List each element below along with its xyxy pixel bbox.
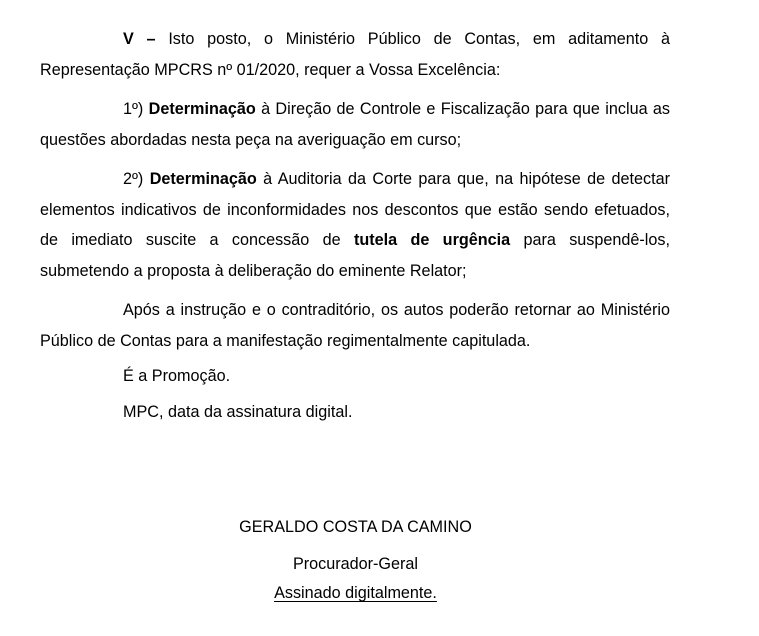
item-2-paragraph bbox=[40, 164, 670, 286]
signature-name: GERALDO COSTA DA CAMINO bbox=[239, 518, 472, 536]
paragraph-after: Após a instrução e o contraditório, os autos poderão retornar ao Ministério Público de Contas para a manifestação regimentalmente capitulada. bbox=[40, 301, 670, 350]
closing-promotion: É a Promoção. bbox=[123, 367, 231, 385]
item-1-number: 1º) bbox=[123, 100, 144, 118]
section-v-paragraph bbox=[40, 24, 670, 85]
item-1-keyword: Determinação bbox=[148, 100, 256, 118]
signature-note-wrapper bbox=[0, 581, 711, 605]
closing-date-line: MPC, data da assinatura digital. bbox=[123, 402, 353, 421]
section-v-label: V – bbox=[123, 30, 156, 48]
signature-note: Assinado digitalmente. bbox=[274, 584, 437, 602]
item-2-emphasis: tutela de urgência bbox=[353, 231, 511, 249]
item-2-number: 2º) bbox=[123, 170, 144, 188]
signature-role: Procurador-Geral bbox=[292, 555, 419, 573]
section-v-text: Isto posto, o Ministério Público de Contas, em aditamento à Representação MPCRS nº 01/2020, requer a Vossa Excelência: bbox=[40, 30, 670, 79]
item-2-keyword: Determinação bbox=[149, 170, 257, 188]
item-1-paragraph bbox=[40, 94, 670, 155]
document-body bbox=[40, 24, 670, 427]
item-2-text-a: à Auditoria da Corte para que, na hipótese de detectar elementos indicativos de inconformidades nos descontos que estão sendo efetuados, de imediato suscite a concessão de bbox=[40, 170, 670, 249]
item-1-text: à Direção de Controle e Fiscalização para que inclua as questões abordadas nesta peça na averiguação em curso; bbox=[40, 100, 671, 149]
item-2-text-b: para suspendê-los, submetendo a proposta à deliberação do eminente Relator; bbox=[40, 231, 670, 280]
